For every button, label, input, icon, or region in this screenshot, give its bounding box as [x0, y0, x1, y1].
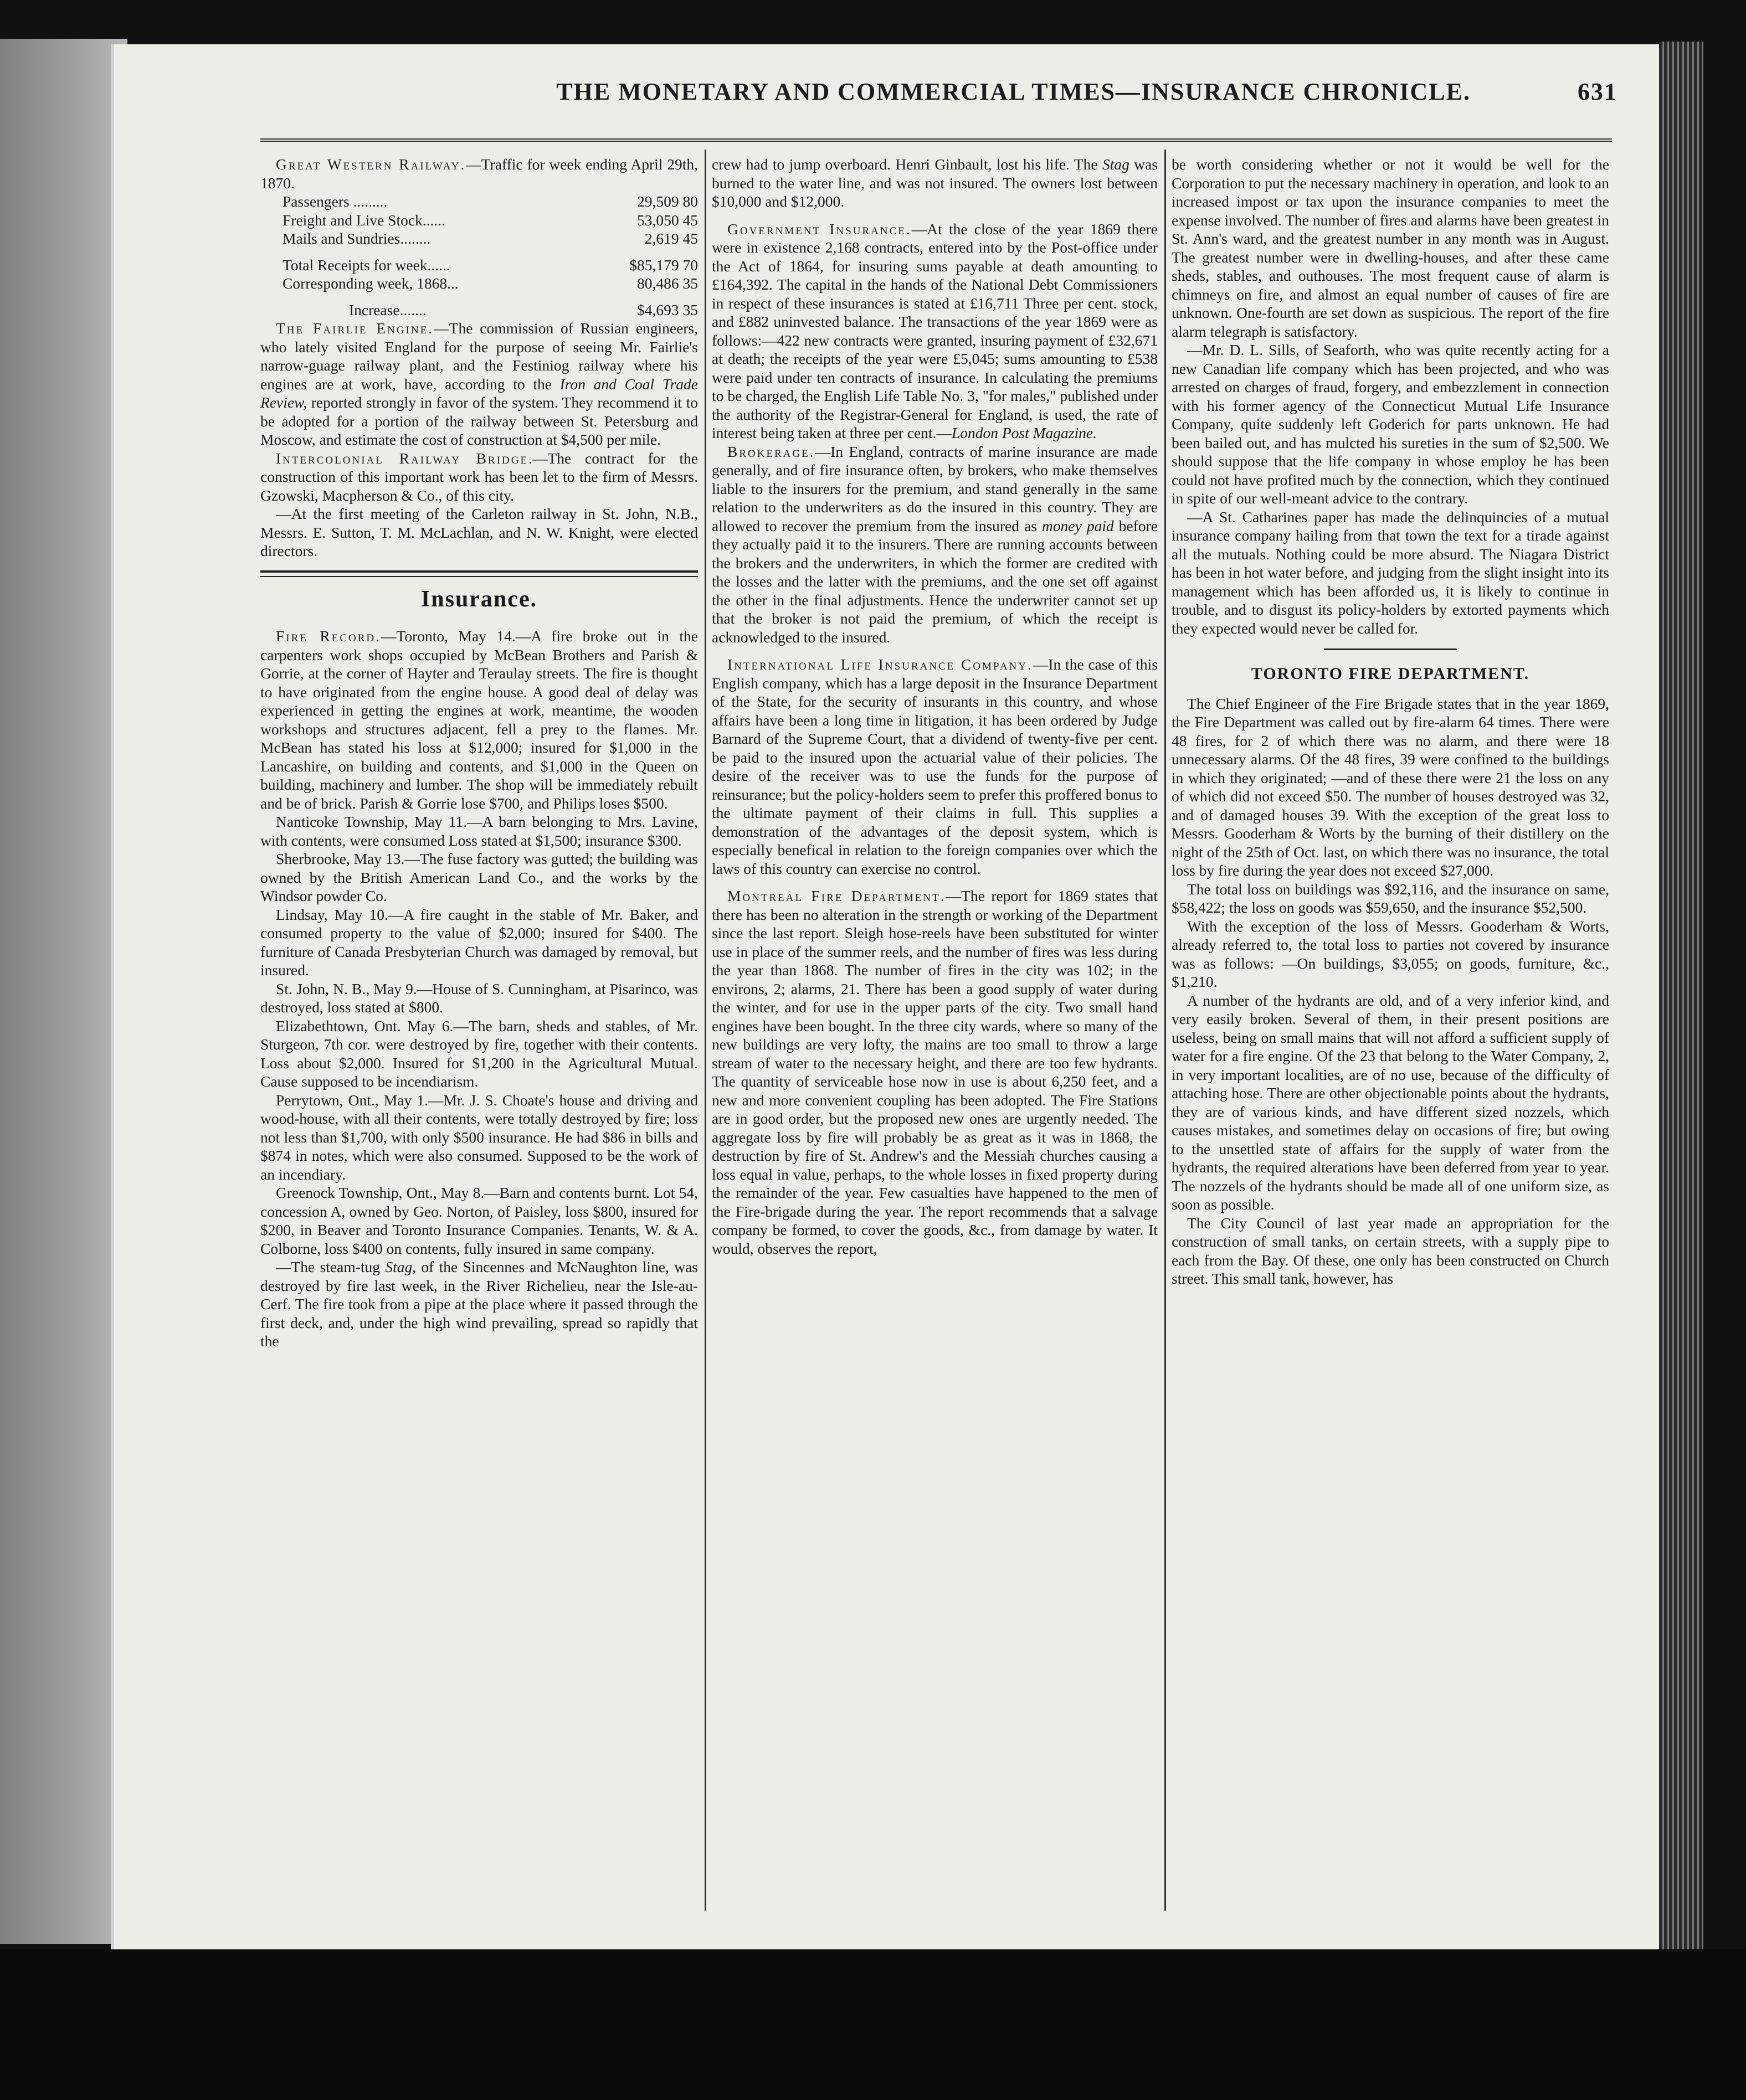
fire-item: Nanticoke Township, May 11.—A barn belonging to Mrs. Lavine, with contents, were consumed Loss stated at $1,500; insurance $300.	[260, 813, 698, 849]
article-text: of the Sincennes and McNaughton line, was destroyed by fire last week, in the River Richelieu, near the Isle-au-Cerf. The fire took from a pipe at the place where it passed through the first deck, and, under the high wind prevailing, spread so rapidly that the	[260, 1258, 698, 1350]
article-brokerage	[712, 442, 1158, 647]
article-text: .—The contract for the construction of this important work has been let to the firm of Messrs. Gzowski, Macpherson & Co., of this city.	[260, 449, 698, 504]
article-montreal-continued: be worth considering whether or not it would be well for the Corporation to put the necessary machinery in operation, and look to an increased impost or tax upon the insurance companies to meet the expense involved. The number of fires and alarms have been greatest in St. Ann's ward, and the greatest number in any month was in August. The greatest number were in dwelling-houses, and after these came sheds, stables, and outhouses. The most frequent cause of alarm is chimneys on fire, and almost an equal number of causes of fire are unknown. One-fourth are set down as suspicious. The report of the fire alarm telegraph is satisfactory.	[1172, 156, 1609, 340]
article-great-western	[260, 155, 698, 192]
article-heading: Government Insurance.	[727, 220, 912, 238]
page-number: 631	[1578, 78, 1617, 105]
article-emphasis: Iron and Coal Trade Review,	[260, 375, 698, 411]
article-text: —In the case of this English company, which has a large deposit in the Insurance Department of the State, for the security of insurants in this country, and whose affairs have been a long time in litigation, it has been ordered by Judge Barnard of the Supreme Court, that a dividend of twenty-five per cent. be paid to the insured upon the actuarial value of their policies. The desire of the receiver was to use the funds for the purpose of reinsurance; but the policy-holders seem to prefer this proffered bonus to the ultimate payment of their claims in full. This supplies a demonstration of the advantages of the deposit system, which is especially benefical in relation to the foreign companies over which the laws of this country can exercise no control.	[712, 656, 1158, 877]
column-divider	[705, 150, 706, 1911]
table-value: 53,050 45	[637, 211, 698, 229]
paragraph: A number of the hydrants are old, and of a very inferior kind, and very easily broken. Several of them, in their present positions are useless, being on small mains that will not afford a sufficient supply of water for a fire engine. Of the 23 that belong to the Water Company, 2, in very important localities, are of no use, because of the difficulty of attaching hose. There are other objectionable points about the hydrants, they are of various kinds, and have different sized nozzels, which causes mistakes, and sometimes delay on occasions of fire; but owing to the unsettled state of affairs for the supply of water from the hydrants, the required alterations have been deferred from year to year. The nozzels of the hydrants should be made all of one uniform size, as soon as possible.	[1172, 991, 1609, 1213]
column-divider	[1164, 150, 1166, 1911]
article-montreal-fire	[712, 887, 1158, 1258]
article-steam-tug	[260, 1258, 698, 1351]
paragraph: The City Council of last year made an appropriation for the construction of small tanks, on certain streets, with a supply pipe to each from the Bay. Of these, one only has been constructed on Church street. This small tank, however, has	[1172, 1214, 1609, 1287]
article-carleton: —At the first meeting of the Carleton railway in St. John, N.B., Messrs. E. Sutton, T. M. McLachlan, and N. W. Knight, were elected directors.	[260, 505, 698, 559]
article-railway-bridge	[260, 449, 698, 505]
fire-item: Sherbrooke, May 13.—The fuse factory was gutted; the building was owned by the British American Land Co., and the works by the Windsor powder Co.	[260, 850, 698, 904]
paragraph: The Chief Engineer of the Fire Brigade states that in the year 1869, the Fire Department was called out by fire-alarm 64 times. There were 48 fires, for 2 of which there was no alarm, and there were 18 unnecessary alarms. Of the 48 fires, 39 were confined to the buildings in which they originated; —and of these there were 21 the loss on any of which did not exceed $50. The number of houses destroyed was 32, and of damaged houses 39. With the exception of the great loss to Messrs. Gooderham & Worts by the burning of their distillery on the night of the 25th of Oct. last, on which there was no insurance, the total loss by fire during the year does not exceed $27,000.	[1172, 694, 1609, 879]
table-value: 80,486 35	[637, 275, 698, 292]
article-steam-tug-continued	[712, 155, 1158, 211]
article-emphasis: money paid	[1042, 517, 1114, 534]
column-3	[1172, 155, 1609, 1288]
article-government-insurance	[712, 220, 1158, 442]
article-heading: Brokerage.	[727, 442, 815, 460]
article-text: —The report for 1869 states that there has been no alteration in the strength or working of the Department since the last report. Sleigh hose-reels have been substituted for winter use in place of the summer reels, and the number of fires was less during the year than 1868. The number of fires in the city was 102; in the environs, 2; alarms, 21. There has been a good supply of water during the winter, and for use in the upper parts of the city. Two small hand engines have been bought. In the three city wards, where so many of the new buildings are very lofty, the mains are too small to throw a large stream of water to the necessary height, and there are too few hydrants. The quantity of serviceable hose now in use is about 6,250 feet, and a new and more convenient coupling has been adopted. The Fire Stations are in good order, but the proposed new ones are urgently needed. The aggregate loss by fire will probably be as great as it was in 1868, the destruction by fire of St. Andrew's and the Messiah churches causing a loss equal in value, perhaps, to the whole losses in fixed property during the remainder of the year. Few casualties have happened to the men of the Fire-brigade during the year. The report recommends that a salvage company be formed, to cover the goods, &c., from damage by water. It would, observes the report,	[712, 887, 1158, 1257]
column-1	[260, 155, 698, 1351]
table-row	[260, 211, 698, 230]
article-fairlie-engine	[260, 319, 698, 449]
scan-border	[0, 1949, 1746, 2100]
article-international-life	[712, 655, 1158, 878]
article-text: was burned to the water line, and was not insured. The owners lost between $10,000 and $12,000.	[712, 156, 1158, 210]
article-heading: International Life Insurance Company.	[727, 656, 1033, 673]
article-heading: Intercolonial Railway Bridge	[276, 449, 529, 467]
article-emphasis: Stag,	[385, 1258, 417, 1275]
article-heading: Great Western Railway.	[276, 156, 466, 173]
table-label: Freight and Live Stock......	[283, 211, 446, 229]
article-text: —Traffic for week ending April 29th, 1870.	[260, 156, 698, 192]
article-fire-record	[260, 627, 698, 812]
article-text: —At the close of the year 1869 there were in existence 2,168 contracts, entered into by the Post-office under the Act of 1864, for insuring sums payable at death amounting to £164,392. The capital in the hands of the National Debt Commissioners in respect of these insurances is stated at £16,711 Three per cent. stock, and £882 uninvested balance. The transactions of the year 1869 were as follows:—422 new contracts were granted, insuring payment of £32,671 at death; the receipts of the year were £5,045; sums amounting to £538 were paid under ten contracts of insurance. In calculating the premiums to be charged, the English Life Table No. 3, "for males," published under the authority of the Registrar-General for England, is used, the rate of interest being taken at three per cent.—	[712, 220, 1158, 441]
article-text: —Toronto, May 14.—A fire broke out in the carpenters work shops occupied by McBean Brothers and Parish & Gorrie, at the corner of Hayter and Teraulay streets. The fire is thought to have originated from the engine house. A good deal of delay was experienced in getting the engines at work, meantime, the wooden workshops and structures adjacent, fell a prey to the flames. Mr. McBean has stated his loss at $12,000; insured for $1,000 in the Lancashire, on building and contents, and $1,000 in the Queen on building, machinery and lumber. The shop will be immediately rebuilt and be of brick. Parish & Gorrie lose $700, and Philips loses $500.	[260, 627, 698, 812]
paragraph: The total loss on buildings was $92,116, and the insurance on same, $58,422; the loss on goods was $59,650, and the insurance $52,500.	[1172, 880, 1609, 916]
table-value: $85,179 70	[629, 256, 698, 274]
paragraph: With the exception of the loss of Messrs. Gooderham & Worts, already referred to, the total loss to parties not covered by insurance was as follows: —On buildings, $3,055; on goods, furniture, &c., $1,210.	[1172, 917, 1609, 990]
article-text: —The steam-tug	[276, 1258, 386, 1275]
table-label: Passengers .........	[283, 193, 388, 210]
article-heading: The Fairlie Engine.	[276, 320, 434, 337]
table-value: $4,693 35	[637, 301, 698, 318]
column-2	[712, 155, 1158, 1258]
fire-item: Lindsay, May 10.—A fire caught in the stable of Mr. Baker, and consumed property to the value of $2,000; insured for $400. The furniture of Canada Presbyterian Church was damaged by removal, but insured.	[260, 905, 698, 979]
table-value: 2,619 45	[644, 230, 698, 247]
article-emphasis: London Post Magazine.	[951, 424, 1097, 441]
article-heading: Fire Record.	[276, 627, 381, 645]
article-emphasis: Stag	[1102, 156, 1129, 173]
book-page-edges	[1659, 42, 1703, 1952]
section-title: Insurance.	[420, 586, 538, 612]
fire-item: Perrytown, Ont., May 1.—Mr. J. S. Choate's house and driving and wood-house, with all their contents, were totally destroyed by fire; loss not less than $1,700, with only $500 insurance. He had $86 in bills and $874 in notes, which were also consumed. Supposed to be the work of an incendiary.	[260, 1091, 698, 1183]
traffic-table	[260, 192, 698, 319]
table-label: Mails and Sundries........	[283, 230, 431, 247]
page-header	[399, 78, 1617, 106]
facing-page-edge	[0, 39, 127, 1944]
insurance-section-heading	[260, 570, 698, 611]
page-title: THE MONETARY AND COMMERCIAL TIMES—INSURANCE CHRONICLE.	[556, 78, 1471, 105]
article-text: reported strongly in favor of the system. They recommend it to be adopted for a portion of the railway between St. Petersburg and Moscow, and estimate the cost of construction at $4,500 per mile.	[260, 394, 698, 448]
article-heading: Montreal Fire Department.	[727, 887, 946, 904]
table-row-total	[260, 248, 698, 275]
table-label: Corresponding week, 1868...	[283, 275, 459, 292]
header-rule	[260, 138, 1612, 142]
table-value: 29,509 80	[637, 193, 698, 210]
table-row-increase	[260, 293, 698, 320]
table-row	[260, 229, 698, 248]
table-label: Increase.......	[349, 301, 427, 318]
article-st-catharines: —A St. Catharines paper has made the delinquincies of a mutual insurance company hailing from that town the text for a tirade against all the mutuals. Nothing could be more absurd. The Niagara District has been in hot water before, and judging from the slight insight into its management which has been afforded us, it is likely to continue in trouble, and to disgust its policy-holders by extorted payments which they expected would never be called for.	[1172, 508, 1609, 637]
article-text: crew had to jump overboard. Henri Ginbault, lost his life. The	[712, 156, 1102, 173]
article-text: —In England, contracts of marine insurance are made generally, and of fire insurance often, by brokers, who make themselves liable to the insurers for the premium, and stand generally in the same relation to the underwriters as do the insured in this country. They are allowed to recover the premium from the insured as	[712, 442, 1158, 534]
table-row	[260, 192, 698, 211]
section-rule	[1324, 648, 1457, 650]
article-sills: —Mr. D. L. Sills, of Seaforth, who was quite recently acting for a new Canadian life company which has been projected, and who was arrested on charges of fraud, forgery, and embezzlement in connection with his former agency of the Connecticut Mutual Life Insurance Company, quite suddenly left Goderich for parts unknown. He had been bailed out, and has mulcted his sureties in the sum of $2,500. We should suppose that the life company in whose employ he has been could not have profited much by the connection, which they continued in spite of our well-meant advice to the contrary.	[1172, 341, 1609, 507]
toronto-fire-department-heading: TORONTO FIRE DEPARTMENT.	[1251, 665, 1530, 683]
fire-item: Greenock Township, Ont., May 8.—Barn and contents burnt. Lot 54, concession A, owned by Geo. Norton, of Paisley, loss $800, insured for $200, in Beaver and Toronto Insurance Companies. Tenants, W. & A. Colborne, loss $400 on contents, fully insured in same company.	[260, 1184, 698, 1257]
table-label: Total Receipts for week......	[283, 256, 450, 274]
article-text: —The commission of Russian engineers, who lately visited England for the purpose of seeing Mr. Fairlie's narrow-guage railway plant, and the Festiniog railway where his engines are at work, have, according to the	[260, 320, 699, 393]
article-text: before they actually paid it to the insurers. There are running accounts between the brokers and the underwriters, in which the former are credited with the losses and the latter with the premiums, and the one set off against the other in the final adjustments. Hence the underwriter cannot set up that the broker is not paid the premium, of which the receipt is acknowledged to the insured.	[712, 517, 1158, 646]
table-row-previous	[260, 274, 698, 293]
fire-item: Elizabethtown, Ont. May 6.—The barn, sheds and stables, of Mr. Sturgeon, 7th cor. were destroyed by fire, together with their contents. Loss about $2,000. Insured for $1,200 in the Agricultural Mutual. Cause supposed to be incendiarism.	[260, 1017, 698, 1090]
fire-item: St. John, N. B., May 9.—House of S. Cunningham, at Pisarinco, was destroyed, loss stated at $800.	[260, 980, 698, 1016]
section-rule	[260, 570, 698, 577]
